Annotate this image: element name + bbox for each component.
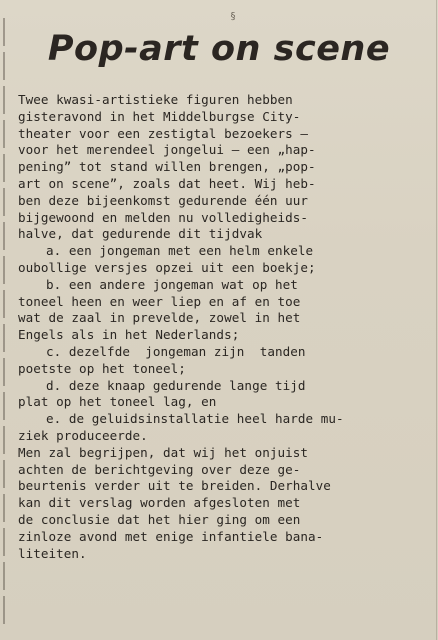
text-line: kan dit verslag worden afgesloten met [18,495,301,511]
text-line: zinloze avond met enige infantiele bana- [18,528,324,544]
text-line: halve, dat gedurende dit tijdvak [18,226,263,242]
text-line: poetste op het toneel; [18,360,186,376]
text-line: achten de berichtgeving over deze ge- [18,461,301,477]
text-line: pening” tot stand willen brengen, „pop- [18,159,316,175]
column-rule-right [436,0,437,640]
text-line: voor het merendeel jongelui — een „hap- [18,142,316,158]
list-item-c: c. dezelfde jongeman zijn tanden [46,343,306,359]
article-body [18,92,424,562]
enumerated-list [18,243,424,445]
text-line: bijgewoond en melden nu volledigheids- [18,209,309,225]
list-item-a: a. een jongeman met een helm enkele [46,243,314,259]
text-line: toneel heen en weer liep en af en toe [18,293,301,309]
text-line: ben deze bijeenkomst gedurende één uur [18,192,309,208]
column-rule-left [3,18,5,630]
text-line: oubollige versjes opzei uit een boekje; [18,259,316,275]
column-marker: § [229,11,237,22]
text-line: gisteravond in het Middelburgse City- [18,108,301,124]
text-line: liteiten. [18,545,87,561]
text-line: Men zal begrijpen, dat wij het onjuist [18,444,309,460]
closing-paragraph [18,445,424,563]
text-line: de conclusie dat het hier ging om een [18,511,301,527]
list-item-e: e. de geluidsinstallatie heel harde mu- [46,411,344,427]
text-line: beurtenis verder uit te breiden. Derhalve [18,478,331,494]
text-line: theater voor een zestigtal bezoekers — [18,125,309,141]
intro-paragraph [18,92,424,243]
text-line: plat op het toneel lag, en [18,394,217,410]
text-line: wat de zaal in prevelde, zowel in het [18,310,301,326]
text-line: Engels als in het Nederlands; [18,327,240,343]
text-line: ziek produceerde. [18,427,148,443]
list-item-d: d. deze knaap gedurende lange tijd [46,377,306,393]
text-line: art on scene”, zoals dat heet. Wij heb- [18,175,316,191]
headline: Pop-art on scene [47,29,391,69]
list-item-b: b. een andere jongeman wat op het [46,276,298,292]
text-line: Twee kwasi-artistieke figuren hebben [18,92,293,107]
